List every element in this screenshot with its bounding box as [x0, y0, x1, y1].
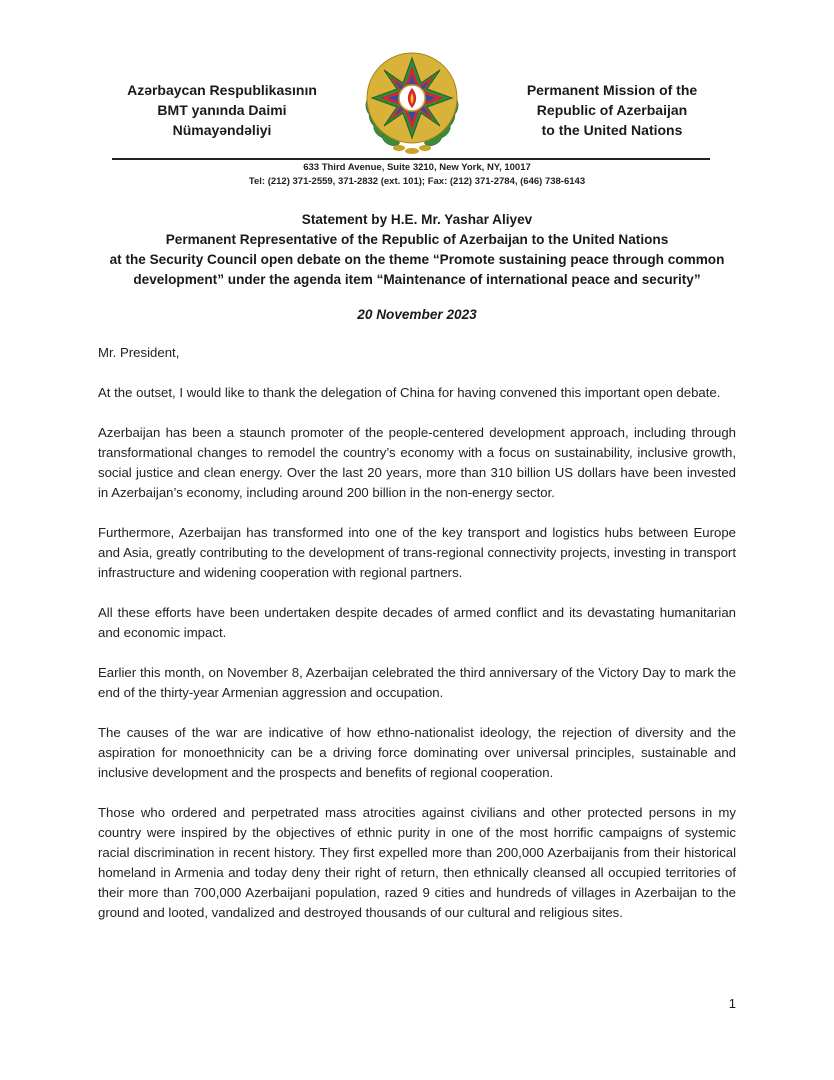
- heading-line: Permanent Representative of the Republic of Azerbaijan to the United Nations: [165, 232, 669, 247]
- letterhead-right-line: Republic of Azerbaijan: [536, 102, 688, 118]
- body-paragraph: The causes of the war are indicative of how ethno-nationalist ideology, the rejection of diversity and the aspiration for monoethnicity can be a driving force dominating over universal principles, sustainable and inclusive development and the prospects and benefits of regional cooperation.: [98, 725, 736, 780]
- salutation: Mr. President,: [98, 345, 180, 360]
- heading-line: Statement by H.E. Mr. Yashar Aliyev: [301, 212, 533, 227]
- body-paragraph: Earlier this month, on November 8, Azerbaijan celebrated the third anniversary of the Victory Day to mark the end of the thirty-year Armenian aggression and occupation.: [98, 665, 736, 700]
- letterhead-left-azerbaijani: [107, 80, 337, 140]
- statement-date: 20 November 2023: [357, 307, 477, 322]
- letterhead-left-line: Azərbaycan Respublikasının: [127, 82, 317, 98]
- letterhead-left-line: Nümayəndəliyi: [172, 122, 272, 138]
- contact-line: Tel: (212) 371-2559, 371-2832 (ext. 101); Fax: (212) 371-2784, (646) 738-6143: [248, 176, 586, 187]
- letterhead-left-line: BMT yanında Daimi: [157, 102, 287, 118]
- statement-body: [98, 343, 736, 943]
- body-paragraph: All these efforts have been undertaken despite decades of armed conflict and its devastating humanitarian and economic impact.: [98, 605, 736, 640]
- body-paragraph: Furthermore, Azerbaijan has transformed into one of the key transport and logistics hubs between Europe and Asia, greatly contributing to the development of trans-regional connectivity projects, investing in transport infrastructure and widening cooperation with regional partners.: [98, 525, 736, 580]
- address-line: 633 Third Avenue, Suite 3210, New York, NY, 10017: [303, 162, 531, 173]
- letterhead-right-line: to the United Nations: [541, 122, 683, 138]
- letterhead-address: [112, 161, 722, 189]
- body-paragraph: At the outset, I would like to thank the delegation of China for having convened this important open debate.: [98, 385, 721, 400]
- heading-line: development” under the agenda item “Maintenance of international peace and security”: [133, 272, 701, 287]
- azerbaijan-coat-of-arms-icon: [361, 47, 463, 157]
- page-number: 1: [728, 996, 736, 1011]
- letterhead-right-english: [497, 80, 727, 140]
- statement-heading: [80, 210, 754, 290]
- letterhead-right-line: Permanent Mission of the: [526, 82, 698, 98]
- letterhead-divider: [112, 158, 710, 160]
- body-paragraph: Those who ordered and perpetrated mass atrocities against civilians and other protected persons in my country were inspired by the objectives of ethnic purity in one of the most horrific campaigns of systemic racial discrimination in recent history. They first expelled more than 200,000 Azerbaijanis from their historical homeland in Armenia and today deny their right of return, then ethnically cleansed all occupied territories of their more than 700,000 Azerbaijani population, razed 9 cities and hundreds of villages in Azerbaijan to the ground and looted, vandalized and destroyed thousands of our cultural and religious sites.: [98, 805, 736, 920]
- body-paragraph: Azerbaijan has been a staunch promoter of the people-centered development approach, including through transformational changes to remodel the country’s economy with a focus on sustainability, inclusive growth, social justice and clean energy. Over the last 20 years, more than 310 billion US dollars have been invested in Azerbaijan’s economy, including around 200 billion in the non-energy sector.: [98, 425, 736, 500]
- heading-line: at the Security Council open debate on the theme “Promote sustaining peace through common: [109, 252, 725, 267]
